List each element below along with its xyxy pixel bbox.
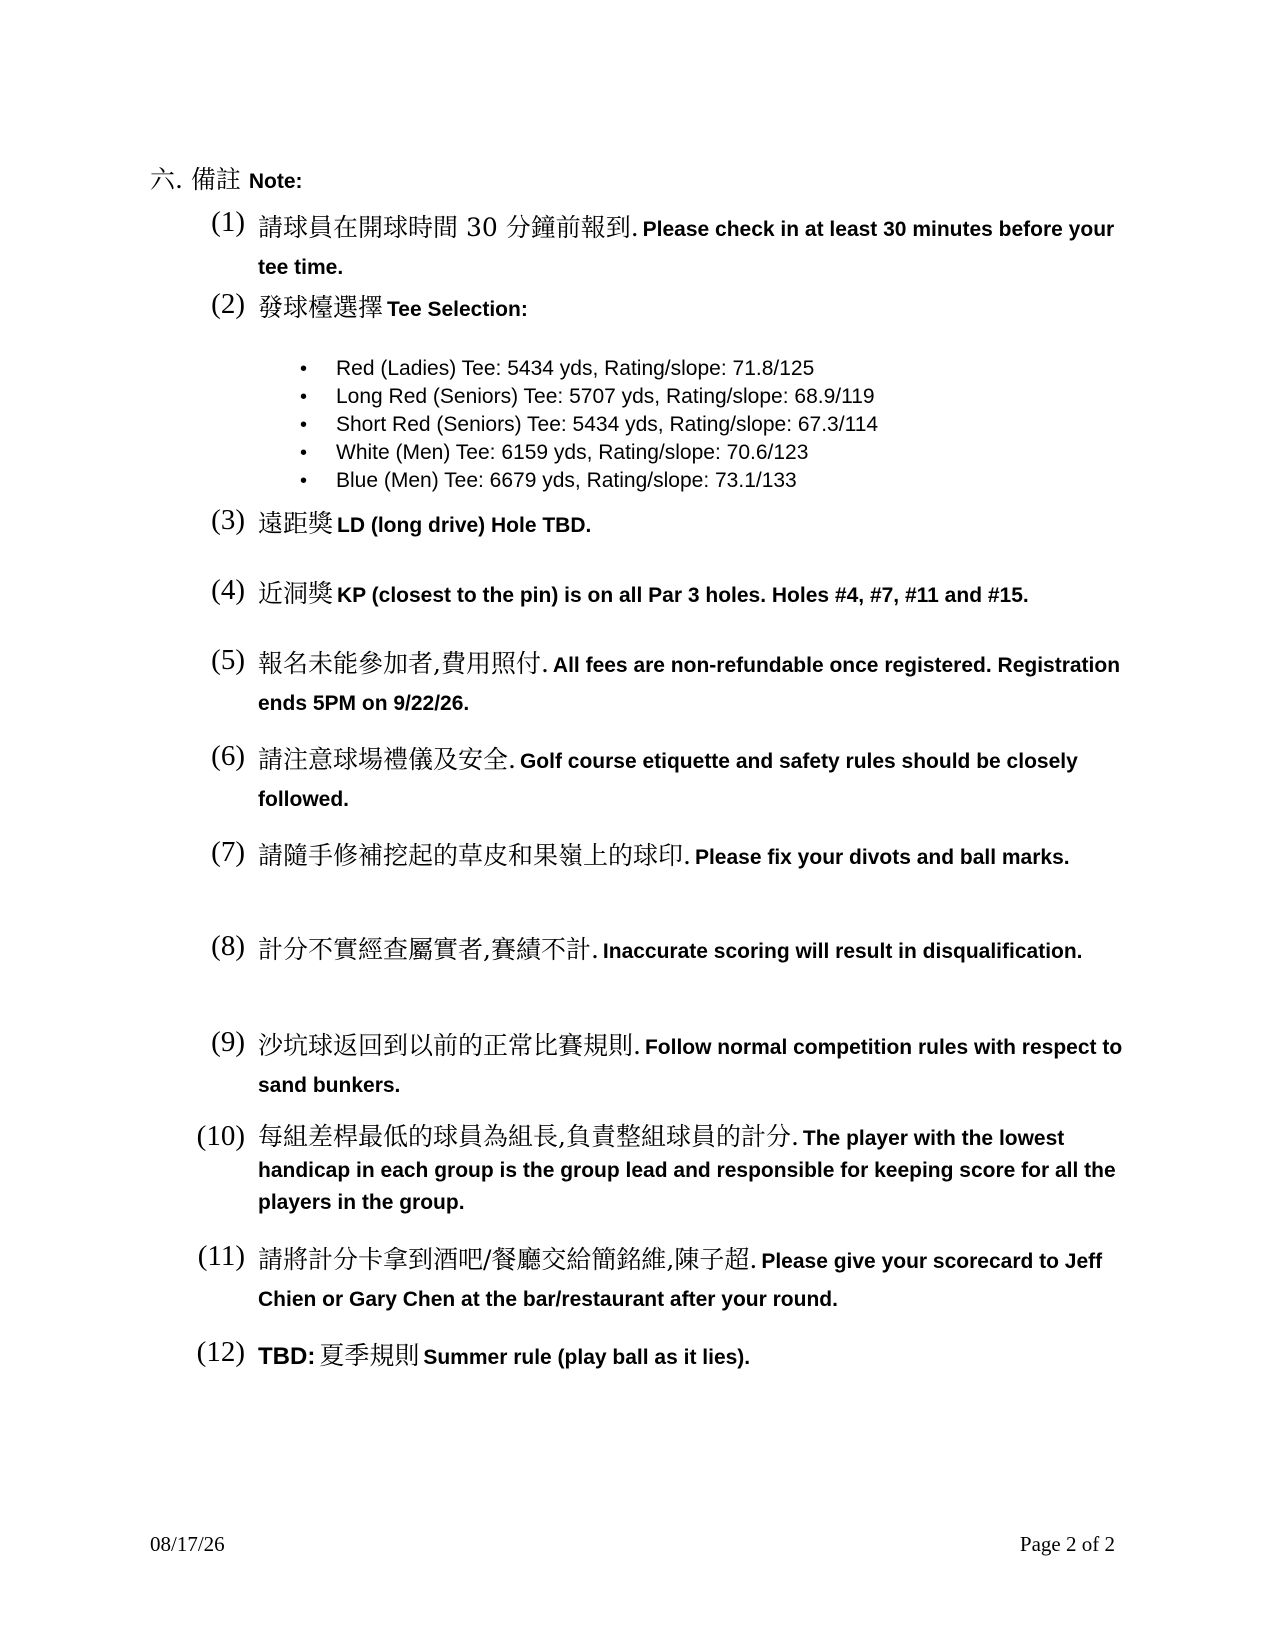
- note-zh: 請注意球場禮儀及安全.: [258, 745, 516, 774]
- note-number: (6): [211, 740, 245, 772]
- note-zh: 發球檯選擇: [258, 293, 384, 322]
- note-zh: 報名未能參加者,費用照付.: [258, 649, 549, 678]
- note-en: All fees are non-refundable once registered. Registration ends 5PM on 9/22/26.: [258, 654, 1121, 715]
- heading-zh: 六. 備註: [150, 165, 241, 194]
- note-prefix: TBD:: [258, 1343, 316, 1370]
- tee-text: Red (Ladies) Tee: 5434 yds, Rating/slope: 71.8/125: [336, 357, 815, 380]
- note-number: (7): [211, 836, 245, 868]
- list-item: [300, 411, 878, 439]
- section-heading: [150, 160, 303, 196]
- note-number: (4): [211, 574, 245, 606]
- bullet: •: [300, 442, 308, 464]
- footer-date: 08/17/26: [150, 1532, 225, 1556]
- note-en: Please fix your divots and ball marks.: [694, 846, 1070, 869]
- tee-text: Short Red (Seniors) Tee: 5434 yds, Rating/slope: 67.3/114: [336, 413, 879, 436]
- tee-text: Long Red (Seniors) Tee: 5707 yds, Rating/slope: 68.9/119: [336, 385, 875, 408]
- note-number: (1): [211, 206, 245, 238]
- note-en: Please check in at least 30 minutes before your tee time.: [258, 218, 1115, 279]
- note-en: Golf course etiquette and safety rules should be closely followed.: [258, 750, 1078, 811]
- bullet: •: [300, 358, 308, 380]
- note-item: [258, 506, 1128, 546]
- list-item: [300, 355, 878, 383]
- note-zh: 請球員在開球時間 30 分鐘前報到.: [258, 213, 639, 242]
- note-item: [258, 1028, 1128, 1106]
- note-item: [258, 838, 1128, 878]
- note-zh: 請隨手修補挖起的草皮和果嶺上的球印.: [258, 841, 691, 870]
- note-zh: 請將計分卡拿到酒吧/餐廳交給簡銘維,陳子超.: [258, 1245, 758, 1274]
- bullet: •: [300, 470, 308, 492]
- tee-selection-list: [300, 355, 878, 495]
- note-en: Tee Selection:: [387, 298, 528, 321]
- note-zh: 沙坑球返回到以前的正常比賽規則.: [258, 1031, 641, 1060]
- heading-en: Note:: [248, 170, 303, 193]
- note-en: KP (closest to the pin) is on all Par 3 holes. Holes #4, #7, #11 and #15.: [337, 584, 1029, 607]
- bullet: •: [300, 386, 308, 408]
- note-en: Summer rule (play ball as it lies).: [423, 1346, 751, 1369]
- note-item: [258, 1242, 1128, 1320]
- note-item: [258, 290, 1128, 330]
- note-en: The player with the lowest handicap in each group is the group lead and responsible for keeping score for all the players in the group.: [258, 1127, 1116, 1214]
- note-item: [258, 932, 1128, 972]
- note-en: LD (long drive) Hole TBD.: [337, 514, 592, 537]
- note-zh: 遠距獎: [258, 509, 334, 538]
- list-item: [300, 467, 878, 495]
- note-en: Inaccurate scoring will result in disqualification.: [602, 940, 1083, 963]
- note-item: [258, 742, 1128, 820]
- bullet: •: [300, 414, 308, 436]
- footer-page-number: Page 2 of 2: [1019, 1532, 1115, 1556]
- note-number: (11): [197, 1240, 245, 1272]
- note-en: Please give your scorecard to Jeff Chien or Gary Chen at the bar/restaurant after your round.: [258, 1250, 1103, 1311]
- note-number: (3): [211, 504, 245, 536]
- note-number: (5): [211, 644, 245, 676]
- note-item: [258, 1338, 1128, 1378]
- note-zh: 近洞獎: [258, 579, 334, 608]
- tee-text: Blue (Men) Tee: 6679 yds, Rating/slope: 73.1/133: [336, 469, 797, 492]
- note-item: [258, 1122, 1128, 1220]
- list-item: [300, 439, 878, 467]
- note-number: (2): [211, 288, 245, 320]
- list-item: [300, 383, 878, 411]
- note-number: (10): [196, 1120, 245, 1152]
- note-number: (9): [211, 1026, 245, 1058]
- tee-text: White (Men) Tee: 6159 yds, Rating/slope: 70.6/123: [336, 441, 809, 464]
- note-item: [258, 646, 1128, 724]
- note-item: [258, 576, 1128, 616]
- note-number: (12): [196, 1336, 245, 1368]
- note-en: Follow normal competition rules with respect to sand bunkers.: [258, 1036, 1123, 1097]
- note-item: [258, 210, 1128, 288]
- note-zh: 夏季規則: [319, 1341, 420, 1370]
- note-number: (8): [211, 930, 245, 962]
- note-zh: 每組差桿最低的球員為組長,負責整組球員的計分.: [258, 1122, 799, 1151]
- note-zh: 計分不實經查屬實者,賽績不計.: [258, 935, 599, 964]
